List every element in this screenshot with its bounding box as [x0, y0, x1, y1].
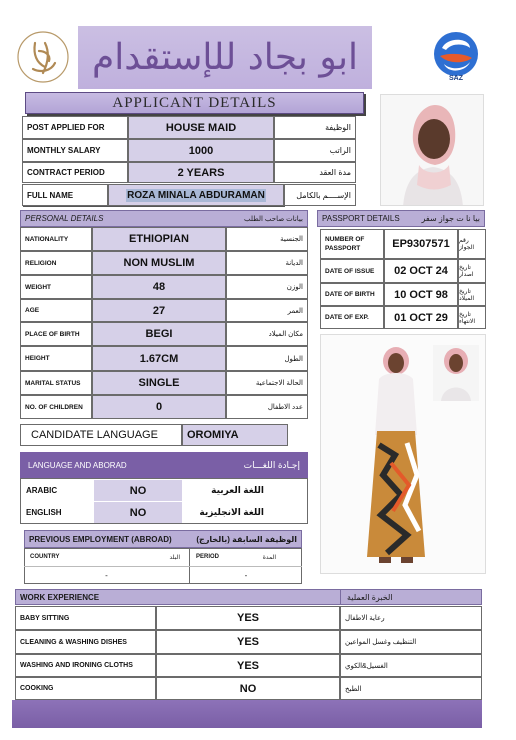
monthly-salary-label: MONTHLY SALARY — [22, 139, 128, 162]
personal-row-arabic: مكان الميلاد — [226, 322, 308, 346]
personal-row-arabic: العمر — [226, 299, 308, 322]
arabic-lang-label: ARABIC — [22, 480, 94, 501]
passport-row-label: DATE OF ISSUE — [320, 259, 384, 283]
contract-period-label: CONTRACT PERIOD — [22, 162, 128, 183]
language-aboard-header: LANGUAGE AND ABORAD إجـادة اللغـــات — [20, 452, 308, 478]
country-arabic: البلد — [169, 554, 180, 561]
passport-row-value: 02 OCT 24 — [384, 259, 458, 283]
personal-row-arabic: عدد الاطفال — [226, 395, 308, 419]
country-value: - — [105, 570, 108, 580]
passport-details-header: PASSPORT DETAILS بيا نا ت جواز سفر — [317, 210, 485, 227]
monthly-salary-value: 1000 — [128, 139, 274, 162]
header-title-banner — [78, 26, 372, 89]
personal-row-value: SINGLE — [92, 371, 226, 395]
full-name-label: FULL NAME — [22, 184, 108, 206]
passport-row-label: NUMBER OF PASSPORT — [320, 229, 384, 259]
work-row-label: WASHING AND IRONING CLOTHS — [15, 654, 156, 677]
english-lang-label: ENGLISH — [22, 502, 94, 523]
page-title: ابو بجاد للإستقدام — [91, 37, 359, 78]
passport-row-arabic: تاريخ اصدار — [458, 259, 486, 283]
arabic-lang-value: NO — [94, 480, 182, 501]
passport-row-label: DATE OF BIRTH — [320, 283, 384, 306]
full-body-photo-icon — [321, 335, 486, 574]
passport-row-value: EP9307571 — [384, 229, 458, 259]
personal-row-label: RELIGION — [20, 251, 92, 275]
work-row-arabic: الطبخ — [340, 677, 482, 700]
period-label: PERIOD — [196, 554, 220, 560]
applicant-full-photo — [320, 334, 486, 574]
arabic-lang-arabic: اللغة العربية — [182, 480, 268, 501]
header-logo-right — [424, 30, 488, 88]
header-logo-left — [13, 28, 73, 86]
footer-bar — [12, 700, 482, 728]
personal-row-label: AGE — [20, 299, 92, 322]
work-row-label: CLEANING & WASHING DISHES — [15, 630, 156, 654]
period-value: - — [244, 570, 248, 580]
passport-row-arabic: تاريخ الانتهاء — [458, 306, 486, 329]
work-experience-arabic-title: الخبرة العملية — [347, 592, 393, 602]
personal-row-value: ETHIOPIAN — [92, 227, 226, 251]
passport-row-label: DATE OF EXP. — [320, 306, 384, 329]
work-experience-header: WORK EXPERIENCE — [15, 589, 482, 605]
applicant-details-title: APPLICANT DETAILS — [25, 92, 364, 114]
personal-row-value: 27 — [92, 299, 226, 322]
passport-row-arabic: رقم الجواز — [458, 229, 486, 259]
applicant-portrait — [380, 94, 484, 206]
calligraphy-logo-icon — [15, 29, 71, 85]
work-row-arabic: الغسيل&الكوي — [340, 654, 482, 677]
work-row-label: BABY SITTING — [15, 606, 156, 630]
contract-period-value: 2 YEARS — [128, 162, 274, 183]
personal-row-arabic: الوزن — [226, 275, 308, 299]
saz-logo-icon — [426, 30, 486, 82]
personal-row-value: BEGI — [92, 322, 226, 346]
work-row-value: NO — [156, 677, 340, 700]
svg-text:SAZ: SAZ — [449, 75, 463, 82]
passport-row-arabic: تاريخ الميلاد — [458, 283, 486, 306]
country-label: COUNTRY — [30, 554, 60, 560]
full-name-value: ROZA MINALA ABDURAMAN — [108, 184, 284, 206]
work-row-arabic: رعاية الاطفال — [340, 606, 482, 630]
personal-row-label: HEIGHT — [20, 346, 92, 371]
monthly-salary-arabic: الراتب — [274, 139, 356, 162]
personal-row-label: WEIGHT — [20, 275, 92, 299]
personal-row-value: NON MUSLIM — [92, 251, 226, 275]
work-row-value: YES — [156, 630, 340, 654]
personal-row-label: NO. OF CHILDREN — [20, 395, 92, 419]
passport-row-value: 01 OCT 29 — [384, 306, 458, 329]
personal-details-header: PERSONAL DETAILS بيانات صاحب الطلب — [20, 210, 308, 227]
work-row-value: YES — [156, 606, 340, 630]
full-name-arabic: الإســــم بالكامل — [284, 184, 356, 206]
personal-row-value: 1.67CM — [92, 346, 226, 371]
english-lang-value: NO — [94, 502, 182, 523]
previous-employment-header: PREVIOUS EMPLOYMENT (ABROAD) الوظيفة السابقة (بالخارج) — [24, 530, 302, 548]
post-applied-label: POST APPLIED FOR — [22, 116, 128, 139]
candidate-language-label: CANDIDATE LANGUAGE — [20, 424, 182, 446]
work-row-label: COOKING — [15, 677, 156, 700]
portrait-photo-icon — [381, 95, 484, 206]
personal-row-label: NATIONALITY — [20, 227, 92, 251]
work-experience-header-divider — [340, 589, 341, 605]
passport-row-value: 10 OCT 98 — [384, 283, 458, 306]
personal-row-arabic: الحالة الاجتماعية — [226, 371, 308, 395]
period-arabic: المدة — [262, 554, 276, 561]
work-row-value: YES — [156, 654, 340, 677]
contract-period-arabic: مدة العقد — [274, 162, 356, 183]
personal-row-arabic: الجنسية — [226, 227, 308, 251]
personal-row-value: 0 — [92, 395, 226, 419]
post-applied-value: HOUSE MAID — [128, 116, 274, 139]
personal-row-arabic: الطول — [226, 346, 308, 371]
personal-row-value: 48 — [92, 275, 226, 299]
candidate-language-value: OROMIYA — [182, 424, 288, 446]
personal-row-label: MARITAL STATUS — [20, 371, 92, 395]
personal-row-arabic: الديانة — [226, 251, 308, 275]
post-applied-arabic: الوظيفة — [274, 116, 356, 139]
personal-row-label: PLACE OF BIRTH — [20, 322, 92, 346]
work-row-arabic: التنظيف وغسل المواعين — [340, 630, 482, 654]
english-lang-arabic: اللغة الانجليزية — [182, 502, 268, 523]
